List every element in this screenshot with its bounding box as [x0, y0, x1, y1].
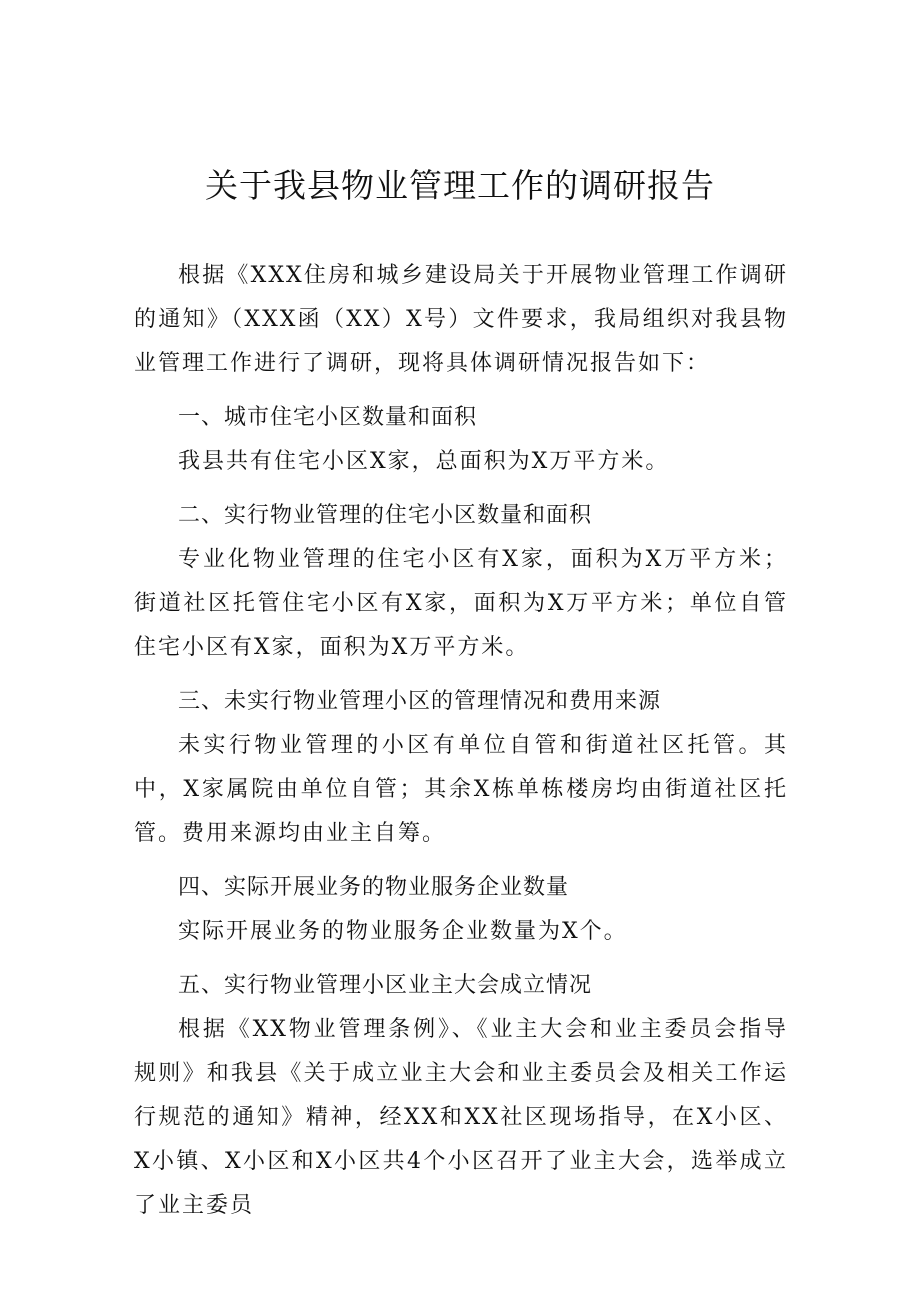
section-heading-4: 四、实际开展业务的物业服务企业数量: [178, 875, 570, 900]
section-heading-5: 五、实行物业管理小区业主大会成立情况: [178, 973, 593, 998]
section-heading-2: 二、实行物业管理的住宅小区数量和面积: [178, 503, 593, 528]
intro-paragraph: 根据《XXX住房和城乡建设局关于开展物业管理工作调研的通知》（XXX函（XX）X号）文件要求，我局组织对我县物业管理工作进行了调研，现将具体调研情况报告如下：: [134, 263, 788, 376]
section-heading-3: 三、未实行物业管理小区的管理情况和费用来源: [178, 689, 662, 714]
section-body-4: 实际开展业务的物业服务企业数量为X个。: [178, 919, 628, 944]
section-heading-1: 一、城市住宅小区数量和面积: [178, 405, 478, 430]
section-body-5: 根据《XX物业管理条例》、《业主大会和业主委员会指导规则》和我县《关于成立业主大会和业主委员会及相关工作运行规范的通知》精神，经XX和XX社区现场指导，在X小区、X小镇、X小区和X小区共4个小区召开了业主大会，选举成立了业主委员: [134, 1017, 788, 1218]
section-body-1: 我县共有住宅小区X家，总面积为X万平方米。: [178, 449, 670, 474]
section-body-2: 专业化物业管理的住宅小区有X家，面积为X万平方米；街道社区托管住宅小区有X家，面积为X万平方米；单位自管住宅小区有X家，面积为X万平方米。: [134, 547, 788, 660]
document-title: 关于我县物业管理工作的调研报告: [205, 166, 715, 205]
document-body: [134, 254, 788, 1228]
section-body-3: 未实行物业管理的小区有单位自管和街道社区托管。其中，X家属院由单位自管；其余X栋单栋楼房均由街道社区托管。费用来源均由业主自筹。: [134, 733, 788, 846]
